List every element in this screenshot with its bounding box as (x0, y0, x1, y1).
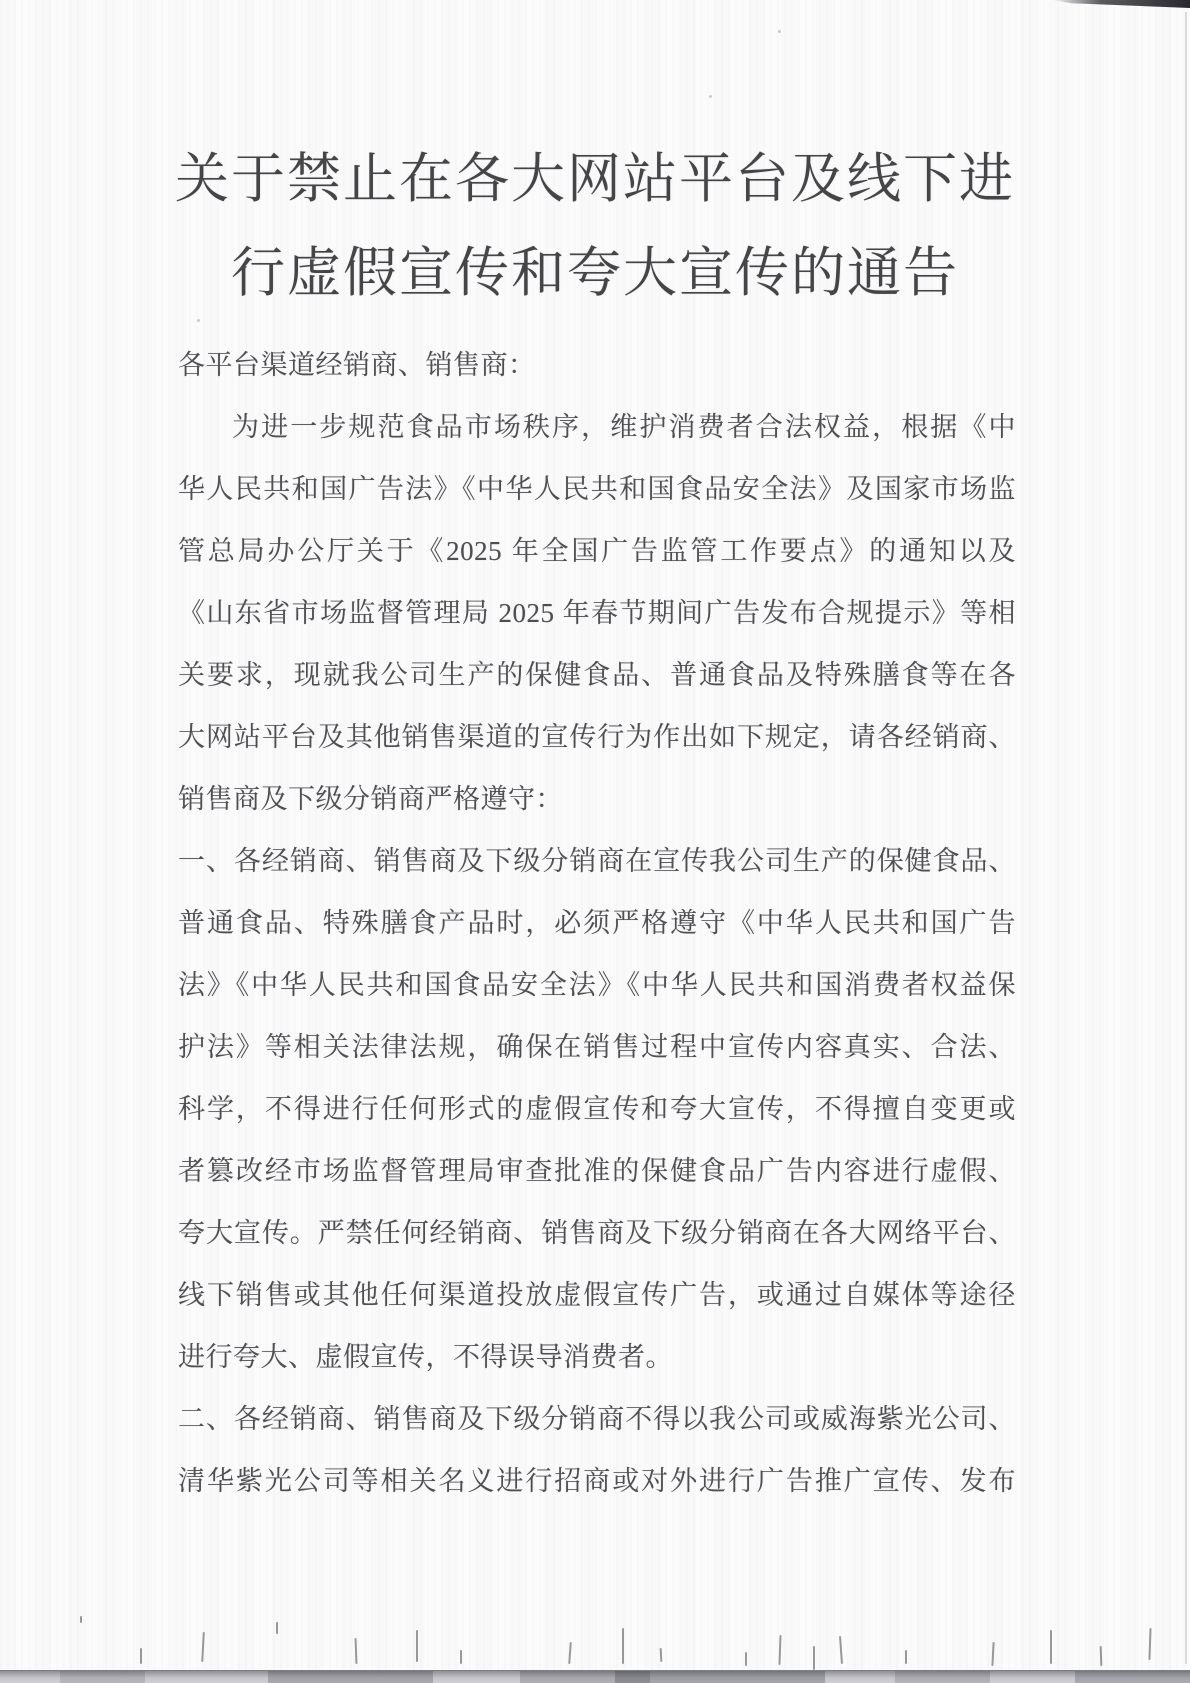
body-line: 普通食品、特殊膳食产品时，必须严格遵守《中华人民共和国广告 (178, 908, 1016, 938)
body-line: 大网站平台及其他销售渠道的宣传行为作出如下规定，请各经销商、 (178, 722, 1016, 752)
body-line: 线下销售或其他任何渠道投放虚假宣传广告，或通过自媒体等途径 (178, 1280, 1016, 1310)
body-line: 销售商及下级分销商严格遵守： (178, 784, 563, 814)
title-line-2: 行虚假宣传和夸大宣传的通告 (231, 243, 959, 303)
body-line: 管总局办公厅关于《2025 年全国广告监管工作要点》的通知以及 (178, 536, 1016, 566)
body-line: 进行夸大、虚假宣传，不得误导消费者。 (178, 1342, 673, 1372)
body-line: 科学，不得进行任何形式的虚假宣传和夸大宣传，不得擅自变更或 (178, 1094, 1016, 1124)
scanner-edge-artifact-top-right (1052, 0, 1190, 8)
salutation-line: 各平台渠道经销商、销售商： (178, 350, 536, 380)
body-line: 法》《中华人民共和国食品安全法》《中华人民共和国消费者权益保 (178, 970, 1016, 1000)
body-line: 《山东省市场监督管理局 2025 年春节期间广告发布合规提示》等相 (178, 598, 1016, 628)
scanner-edge-band-bottom (0, 1670, 1190, 1683)
body-line: 华人民共和国广告法》《中华人民共和国食品安全法》及国家市场监 (178, 474, 1016, 504)
body-line: 者篡改经市场监督管理局审查批准的保健食品广告内容进行虚假、 (178, 1156, 1016, 1186)
body-line: 为进一步规范食品市场秩序，维护消费者合法权益，根据《中 (232, 412, 1016, 442)
body-line-item-1: 一、各经销商、销售商及下级分销商在宣传我公司生产的保健食品、 (178, 846, 1016, 876)
document-title (0, 132, 1190, 320)
body-line-item-2: 二、各经销商、销售商及下级分销商不得以我公司或威海紫光公司、 (178, 1404, 1016, 1434)
scanner-edge-line-right (1185, 12, 1187, 1664)
document-body (178, 334, 1016, 1512)
body-line: 关要求，现就我公司生产的保健食品、普通食品及特殊膳食等在各 (178, 660, 1016, 690)
body-line: 护法》等相关法律法规，确保在销售过程中宣传内容真实、合法、 (178, 1032, 1016, 1062)
title-line-1: 关于禁止在各大网站平台及线下进 (175, 149, 1015, 209)
body-line: 夸大宣传。严禁任何经销商、销售商及下级分销商在各大网络平台、 (178, 1218, 1016, 1248)
body-line: 清华紫光公司等相关名义进行招商或对外进行广告推广宣传、发布 (178, 1466, 1016, 1496)
